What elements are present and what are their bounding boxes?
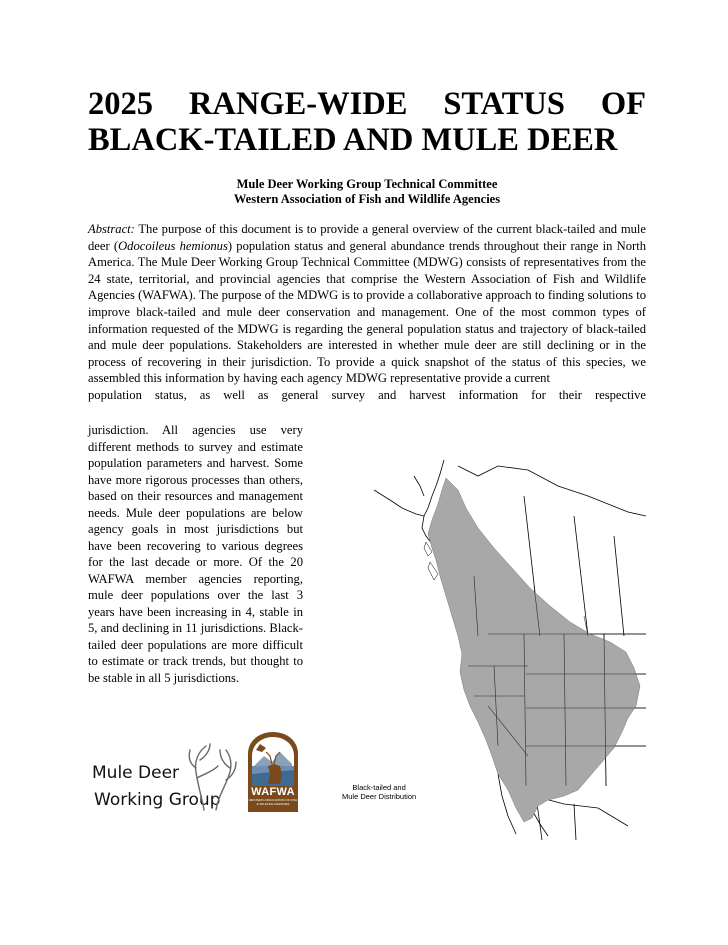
antler-icon xyxy=(184,742,238,812)
abstract-label: Abstract: xyxy=(88,222,135,236)
mule-deer-working-group-logo xyxy=(92,742,242,822)
map-caption-line-2: Mule Deer Distribution xyxy=(342,792,417,801)
wafwa-name: WAFWA xyxy=(251,786,295,798)
abstract-continuation: jurisdiction. All agencies use very different methods to survey and estimate population parameters and harvest. Some have more rigorous processes than others, based on their resources and management needs. Mule deer populations are below agency goals in most jurisdictions but have been recovering to various degrees for the last decade or more. Of the 20 WAFWA member agencies reporting, mule deer populations over the last 3 years have been increasing in 4, stable in 5, and declining in 11 jurisdictions. Black-tailed deer populations are more difficult to estimate or track trends, but thought to be stable in all 5 jurisdictions. xyxy=(88,423,303,685)
document-title xyxy=(88,86,646,158)
mdwg-logo-line-1: Mule Deer xyxy=(92,763,180,783)
authors-committee: Mule Deer Working Group Technical Committee xyxy=(236,177,498,191)
mdwg-logo-line-2: Working Group xyxy=(94,790,221,810)
map-caption-line-1: Black-tailed and xyxy=(352,783,406,792)
title-line-1: 2025 RANGE-WIDE STATUS OF xyxy=(88,86,646,122)
wafwa-subtitle: WESTERN ASSOCIATION OF FISH & WILDLIFE AGENCIES xyxy=(248,798,298,806)
abstract-text-2: ) population status and general abundance trends throughout their range in North America. The Mule Deer Working Group Technical Committee (MDWG) consists of representatives from the 24 state, territorial, and provincial agencies that comprise the Western Association of Fish and Wildlife Agencies (WAFWA). The purpose of the MDWG is to provide a collaborative approach to finding solutions to improve black-tailed and mule deer conservation and management. One of the most common types of information requested of the MDWG is regarding the general population status and trajectory of black-tailed and mule deer populations. Stakeholders are interested in whether mule deer are still declining or in the process of recovering in their jurisdiction. To provide a quick snapshot of the status of this species, we assembled this information by having each agency MDWG representative provide a current xyxy=(88,238,647,386)
map-caption xyxy=(342,783,416,801)
abstract-last-full-line: population status, as well as general survey and harvest information for their respective xyxy=(88,387,646,402)
deer-range-area xyxy=(428,478,640,822)
abstract-paragraph xyxy=(88,221,646,404)
authors-block xyxy=(88,177,646,207)
scientific-name: Odocoileus hemionus xyxy=(118,238,228,253)
authors-association: Western Association of Fish and Wildlife Agencies xyxy=(233,192,501,206)
wafwa-logo xyxy=(246,730,300,812)
title-line-2: BLACK-TAILED AND MULE DEER xyxy=(88,122,618,158)
abstract-text-1: The purpose of this document is to provide a general overview of the current black-tailed and mule deer ( xyxy=(88,222,646,253)
